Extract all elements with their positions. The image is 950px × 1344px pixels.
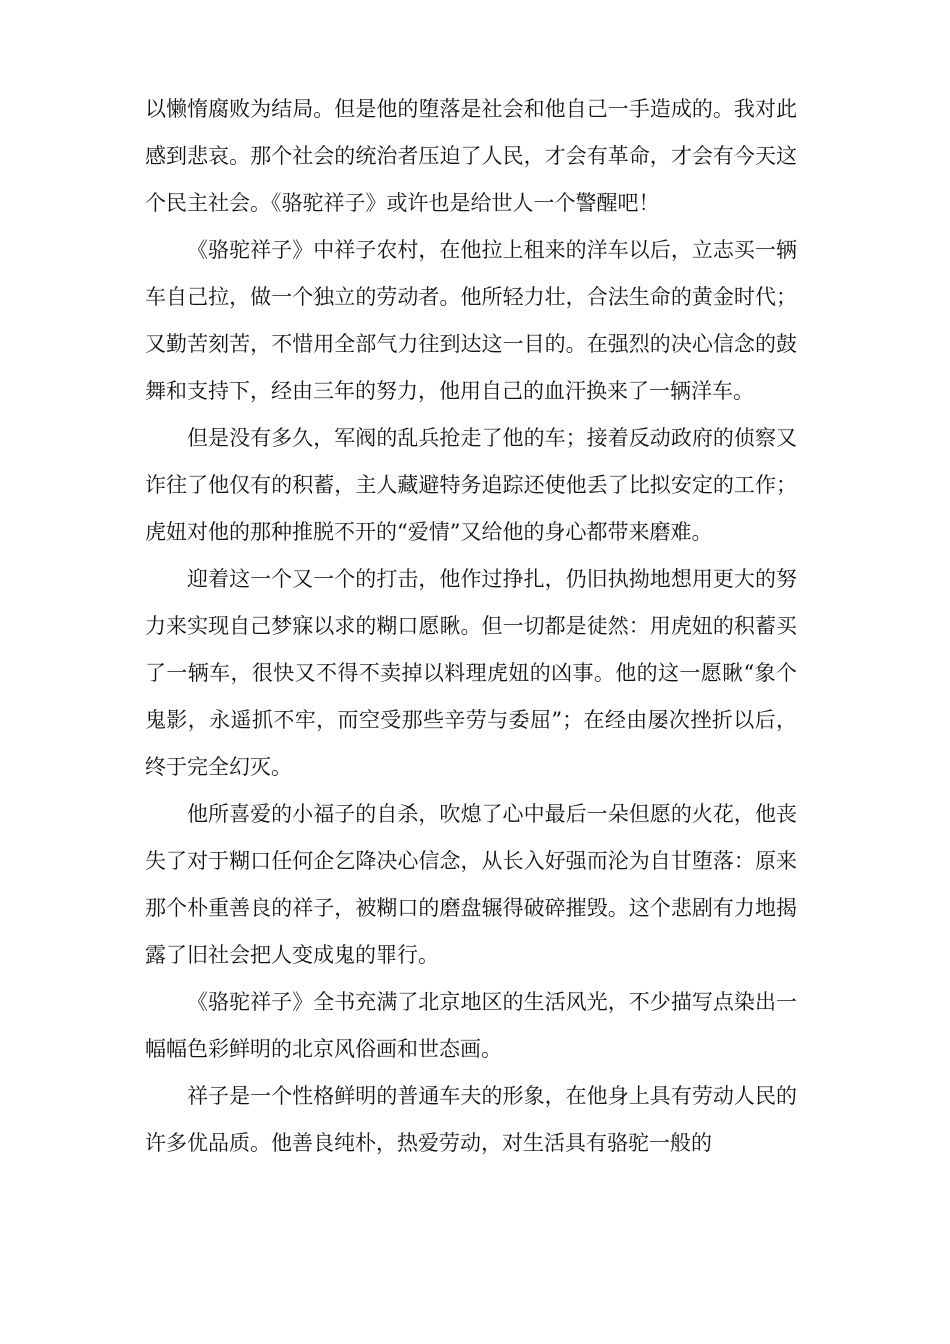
paragraph-1: 以懒惰腐败为结局。但是他的堕落是社会和他自己一手造成的。我对此感到悲哀。那个社会的统治者压迫了人民，才会有革命，才会有今天这个民主社会。《骆驼祥子》或许也是给世人一个警醒吧！: [145, 97, 797, 215]
document-body: [145, 86, 797, 1167]
paragraph-2: 《骆驼祥子》中祥子农村，在他拉上租来的洋车以后，立志买一辆车自己拉，做一个独立的劳动者。他所轻力壮，合法生命的黄金时代；又勤苦刻苦，不惜用全部气力往到达这一目的。在强烈的决心信念的鼓舞和支持下，经由三年的努力，他用自己的血汗换来了一辆洋车。: [145, 238, 797, 403]
paragraph-6: 《骆驼祥子》全书充满了北京地区的生活风光，不少描写点染出一幅幅色彩鲜明的北京风俗画和世态画。: [145, 990, 797, 1061]
paragraph-5: 他所喜爱的小福子的自杀，吹熄了心中最后一朵但愿的火花，他丧失了对于糊口任何企乞降决心信念，从长入好强而沦为自甘堕落：原来那个朴重善良的祥子，被糊口的磨盘辗得破碎摧毁。这个悲剧有力地揭露了旧社会把人变成鬼的罪行。: [145, 802, 797, 967]
paragraph-4: 迎着这一个又一个的打击，他作过挣扎，仍旧执拗地想用更大的努力来实现自己梦寐以求的糊口愿瞅。但一切都是徒然：用虎妞的积蓄买了一辆车，很快又不得不卖掉以料理虎妞的凶事。他的这一愿瞅“象个鬼影，永遥抓不牢，而空受那些辛劳与委屈”；在经由屡次挫折以后，终于完全幻灭。: [145, 567, 797, 779]
paragraph-7: 祥子是一个性格鲜明的普通车夫的形象，在他身上具有劳动人民的许多优品质。他善良纯朴，热爱劳动，对生活具有骆驼一般的: [145, 1084, 797, 1155]
paragraph-3: 但是没有多久，军阀的乱兵抢走了他的车；接着反动政府的侦察又诈往了他仅有的积蓄，主人藏避特务追踪还使他丢了比拟安定的工作；虎妞对他的那种推脱不开的“爱情”又给他的身心都带来磨难。: [145, 426, 797, 544]
